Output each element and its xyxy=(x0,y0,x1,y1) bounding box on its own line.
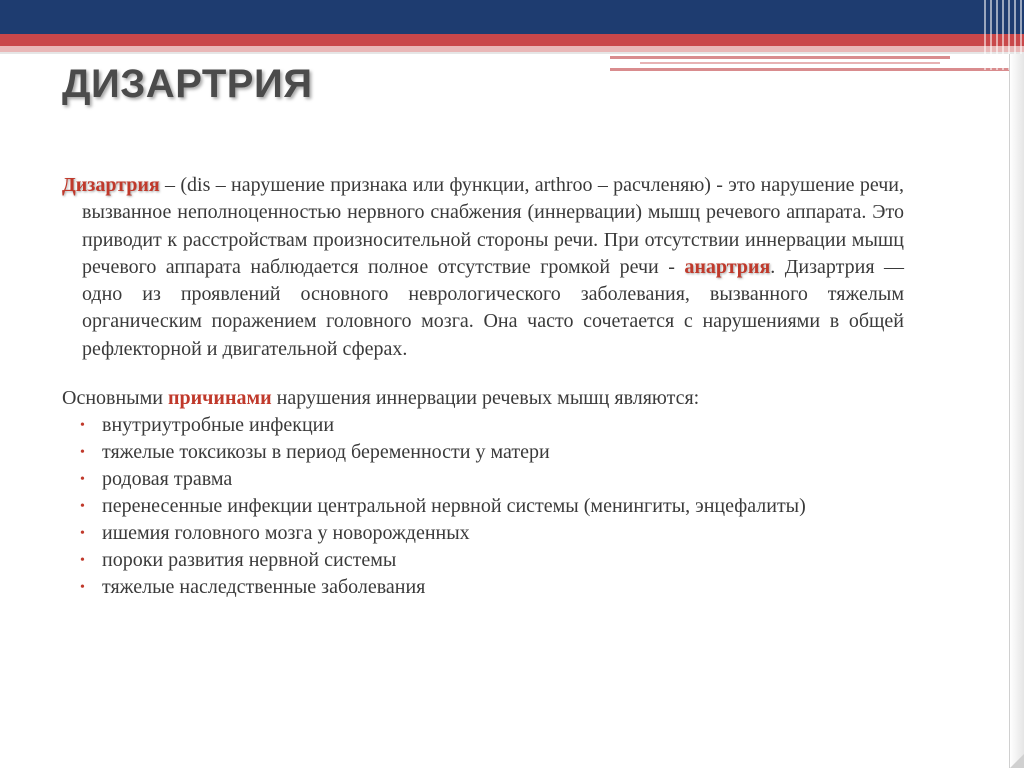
definition-term: Дизартрия xyxy=(62,174,160,196)
list-item xyxy=(80,412,904,439)
list-item xyxy=(80,466,904,493)
bullet-icon: • xyxy=(80,445,85,461)
list-item xyxy=(80,439,904,466)
header-divider xyxy=(0,52,1024,54)
right-edge-shadow xyxy=(1010,54,1024,768)
causes-highlight: причинами xyxy=(167,387,272,410)
list-item-text: тяжелые токсикозы в период беременности у матери xyxy=(102,441,550,464)
header-band-navy xyxy=(0,0,1024,34)
causes-intro-start: Основными xyxy=(62,387,168,410)
definition-text-part-1: – (dis – нарушение признака или функции, arthroo – расчленяю) - это нарушение речи, вызванное неполноценностью нервного снабжения (иннервации) мышц речевого аппарата. Это приводит к расстройствам произносительной стороны речи. При отсутствии иннервации мышц речевого аппарата наблюдается полное отсутствие громкой речи - xyxy=(82,174,904,278)
slide-content xyxy=(62,172,904,601)
header-accent-line xyxy=(610,68,1024,71)
list-item xyxy=(80,493,904,520)
list-item xyxy=(80,547,904,574)
bullet-icon: • xyxy=(80,526,85,542)
header-band-red xyxy=(0,34,1024,46)
list-item-text: родовая травма xyxy=(102,468,233,491)
bullet-icon: • xyxy=(80,553,85,569)
list-item-text: пороки развития нервной системы xyxy=(102,549,397,572)
definition-paragraph xyxy=(62,172,904,363)
list-item xyxy=(80,520,904,547)
bullet-icon: • xyxy=(80,580,85,596)
list-item-text: внутриутробные инфекции xyxy=(102,414,335,437)
causes-intro-end: нарушения иннервации речевых мышц являются: xyxy=(271,387,700,410)
bullet-icon: • xyxy=(80,418,85,434)
list-item-text: перенесенные инфекции центральной нервной системы (менингиты, энцефалиты) xyxy=(102,495,806,518)
list-item-text: ишемия головного мозга у новорожденных xyxy=(102,522,470,545)
definition-text-part-2: . Дизартрия — одно из проявлений основного неврологического заболевания, вызванного тяжелым органическим поражением головного мозга. Она часто сочетается с нарушениями в общей рефлекторной и двигательной сферах. xyxy=(82,255,904,360)
anarthria-term: анартрия xyxy=(684,255,771,278)
causes-list xyxy=(62,412,904,601)
bullet-icon: • xyxy=(80,472,85,488)
list-item xyxy=(80,574,904,601)
causes-intro xyxy=(62,385,904,412)
header-accent-line xyxy=(640,62,940,64)
slide-title: ДИЗАРТРИЯ xyxy=(62,62,313,106)
bullet-icon: • xyxy=(80,499,85,515)
list-item-text: тяжелые наследственные заболевания xyxy=(102,576,426,599)
header-accent-line xyxy=(610,56,950,59)
page-corner-decoration xyxy=(1010,754,1024,768)
